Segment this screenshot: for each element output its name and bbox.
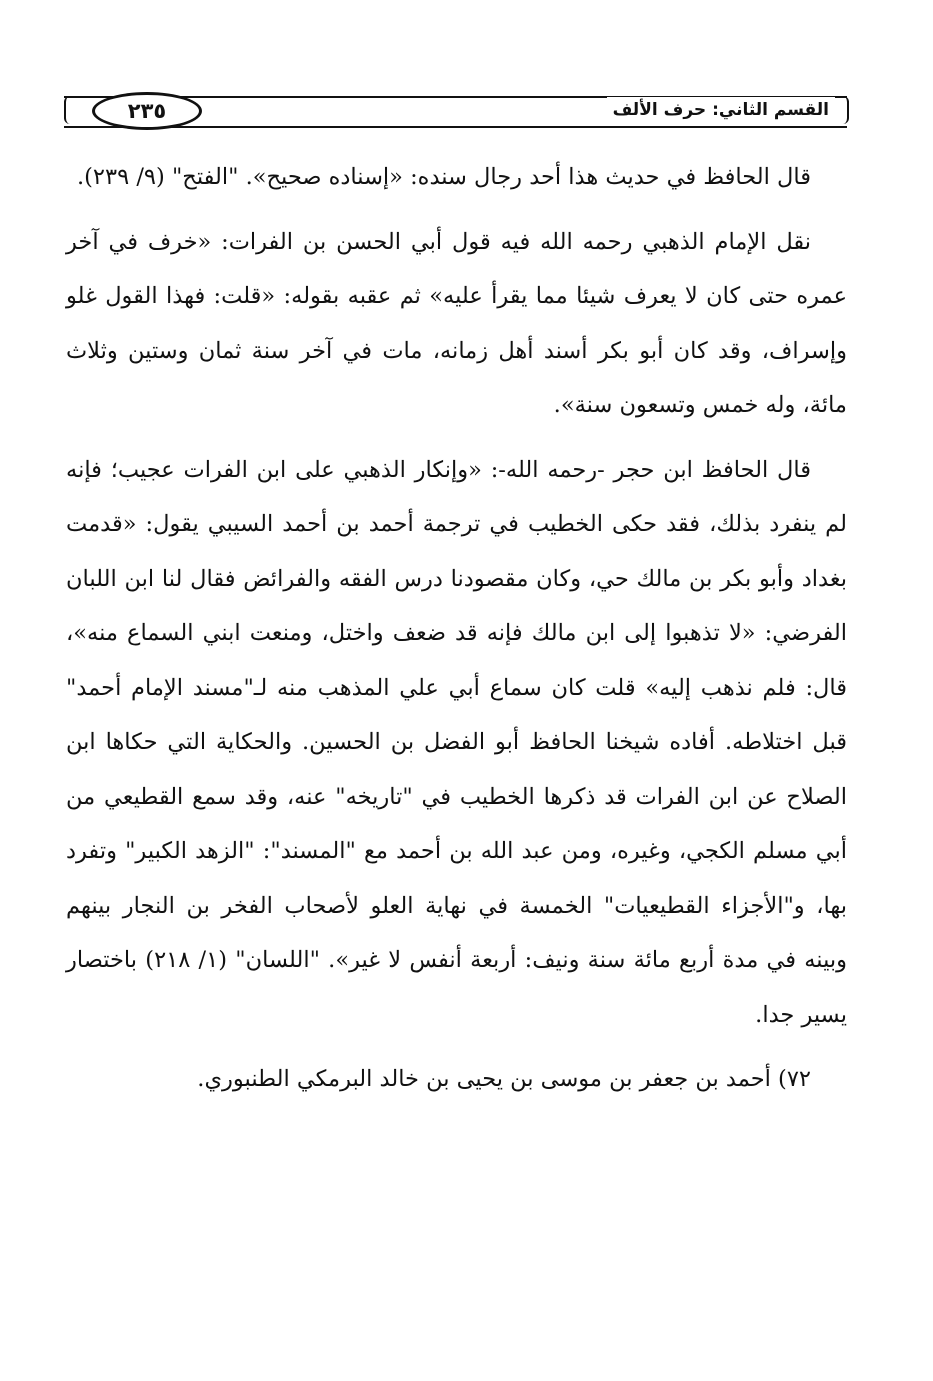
header-bracket-left — [64, 96, 74, 124]
entry-heading-72: ٧٢) أحمد بن جعفر بن موسى بن يحيى بن خالد البرمكي الطنبوري. — [197, 1066, 811, 1092]
page-number: ٢٣٥ — [92, 92, 202, 130]
paragraph-fath-citation: قال الحافظ في حديث هذا أحد رجال سنده: «إسناده صحيح». "الفتح" (٩/ ٢٣٩). — [76, 164, 811, 190]
page-header — [64, 92, 849, 128]
header-bracket-right — [839, 96, 849, 124]
paragraph-ibn-hajar-quote: قال الحافظ ابن حجر -رحمه الله-: «وإنكار الذهبي على ابن الفرات عجيب؛ فإنه لم ينفرد بذلك، فقد حكى الخطيب في ترجمة أحمد بن أحمد السيبي يقول: «قدمت بغداد وأبو بكر بن مالك حي، وكان مقصودنا درس الفقه والفرائض فقال لنا ابن اللبان الفرضي: «لا تذهبوا إلى ابن مالك فإنه قد ضعف واختل، ومنعت ابني السماع منه»، قال: فلم نذهب إليه» قلت كان سماع أبي علي المذهب منه لـ"مسند الإمام أحمد" قبل اختلاطه. أفاده شيخنا الحافظ أبو الفضل بن الحسين. والحكاية التي حكاها ابن الصلاح عن ابن الفرات قد ذكرها الخطيب في "تاريخه" عنه، وقد سمع القطيعي من أبي مسلم الكجي، وغيره، ومن عبد الله بن أحمد مع "المسند": "الزهد الكبير" وتفرد بها، و"الأجزاء القطيعيات" الخمسة في نهاية العلو لأصحاب الفخر بن النجار بينهم وبينه في مدة أربع مائة سنة ونيف: أربعة أنفس لا غير». "اللسان" (١/ ٢١٨) باختصار يسير جدا. — [66, 456, 848, 1028]
paragraph-dhahabi-quote: نقل الإمام الذهبي رحمه الله فيه قول أبي الحسن بن الفرات: «خرف في آخر عمره حتى كان لا يعرف شيئا مما يقرأ عليه» ثم عقبه بقوله: «قلت: فهذا القول غلو وإسراف، وقد كان أبو بكر أسند أهل زمانه، مات في آخر سنة ثمان وستين وثلاث مائة، وله خمس وتسعون سنة». — [66, 228, 847, 418]
page-body — [66, 150, 847, 1117]
section-title: القسم الثاني: حرف الألف — [607, 97, 835, 123]
